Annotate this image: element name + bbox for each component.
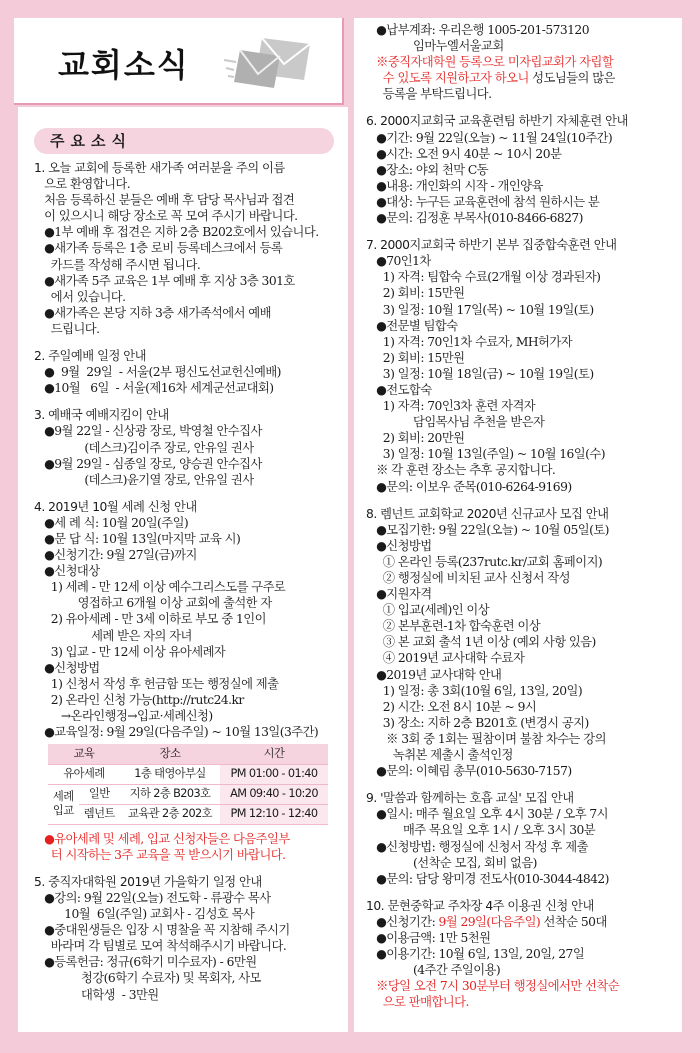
- text-line: ※당일 오전 7시 30분부터 행정실에서만 선착순: [366, 979, 620, 994]
- text-line: ●문의: 담당 왕미경 전도사(010-3044-4842): [366, 871, 609, 886]
- notice-request-last: 등록을 부탁드립니다.: [366, 87, 492, 102]
- text-line: 1) 세례 - 만 12세 이상 예수그리스도를 구주로: [34, 580, 286, 595]
- text-line: ●신청기간: 9월 27일(금)까지: [34, 548, 197, 563]
- text-line: 1) 신청서 작성 후 헌금함 또는 행정실에 제출: [34, 676, 279, 691]
- notice-title: 1. 오늘 교회에 등록한 새가족 여러분을 주의 이름: [34, 161, 285, 175]
- text-line: ●등록헌금: 정규(6학기 미수료자) - 6만원: [34, 955, 257, 970]
- text-line: ●납부계좌: 우리은행 1005-201-573120: [366, 23, 589, 37]
- text-line: 2) 회비: 15만원: [366, 350, 465, 365]
- notice-body: [34, 515, 344, 740]
- table-header-row: [48, 744, 328, 764]
- notice-title: 9. '말씀과 함께하는 호흡 교실' 모집 안내: [366, 791, 574, 806]
- text-line: ●모집기한: 9월 22일(오늘) ~ 10월 05일(토): [366, 522, 609, 537]
- text-line: ● 9월 29일 - 서울(2부 평신도선교헌신예배): [34, 365, 281, 380]
- table-cell: 1층 태영아부실: [120, 764, 220, 784]
- text-line: (4주간 주일이용): [366, 963, 501, 978]
- text-line: ●새가족은 본당 지하 3층 새가족석에서 예배: [34, 305, 271, 320]
- notice-1: [34, 160, 344, 337]
- text-line: ① 온라인 등록(237rutc.kr/교회 홈페이지): [366, 554, 603, 569]
- text-line: ●9월 29일 - 심종일 장로, 양승권 안수집사: [34, 456, 262, 471]
- text-line: 3) 일정: 10월 17일(목) ~ 10월 19일(토): [366, 302, 594, 317]
- text-line: (데스크)윤기열 장로, 안유일 권사: [34, 472, 254, 487]
- table-cell: PM 01:00 - 01:40: [220, 764, 328, 784]
- table-header: 장소: [120, 744, 220, 764]
- table-cell-text: 세례: [52, 790, 74, 804]
- text-line: 대학생 - 3만원: [34, 987, 159, 1002]
- notice-title: 5. 중직자대학원 2019년 가을학기 일정 안내: [34, 874, 262, 889]
- text-line: ●문의: 이혜림 총무(010-5630-7157): [366, 764, 572, 779]
- notice-body: [366, 930, 678, 978]
- section-header: [34, 128, 334, 154]
- text-line: 1) 자격: 70인3차 훈련 자격자: [366, 399, 536, 414]
- table-row: [48, 804, 328, 824]
- text-line: ●10월 6일 - 서울(제16차 세계군선교대회): [34, 381, 274, 396]
- text-line: ●전도합숙: [366, 382, 432, 397]
- notice-body: [34, 890, 344, 1003]
- text-line: 처음 등록하신 분들은 예배 후 담당 목사님과 접견: [34, 193, 295, 208]
- notice-8: [366, 506, 678, 780]
- notice-body: [34, 423, 344, 487]
- text-line: 3) 입교 - 만 12세 이상 유아세례자: [34, 644, 226, 659]
- notice-warning: [366, 978, 678, 1010]
- table-cell: 일반: [79, 784, 121, 804]
- notice-request-red: ※중직자대학원 등록으로 미자립교회가 자립할 수 있도록 지원하고자 하오니: [376, 55, 614, 86]
- notice-body: [366, 806, 678, 886]
- text-line: 2) 시간: 오전 8시 10분 ~ 9시: [366, 699, 537, 714]
- text-line: ●강의: 9월 22일(오늘) 전도학 - 류광수 목사: [34, 890, 271, 905]
- text-line: 영접하고 6개월 이상 교회에 출석한 자: [34, 596, 272, 611]
- text-line: ① 입교(세례)인 이상: [366, 603, 490, 618]
- education-schedule-table: [48, 744, 328, 825]
- text-line: 1) 일정: 총 3회(10월 6일, 13일, 20일): [366, 683, 583, 698]
- notice-3: [34, 407, 344, 487]
- text-line: ●대상: 누구든 교육훈련에 참석 원하시는 분: [366, 194, 600, 209]
- text-line: ●장소: 야외 천막 C동: [366, 162, 489, 177]
- section-title: 주요소식: [50, 132, 132, 150]
- text-line: ●신청방법: [366, 538, 432, 553]
- text-line: 3) 일정: 10월 13일(주일) ~ 10월 16일(수): [366, 447, 605, 462]
- notice-4: [34, 499, 344, 863]
- notice-request: [366, 54, 678, 86]
- page-title: 교회소식: [58, 46, 190, 84]
- notice-body: [366, 522, 678, 780]
- text-line: 2) 유아세례 - 만 3세 이하로 부모 중 1인이: [34, 612, 266, 627]
- text-line: 임마누엘서울교회: [366, 39, 504, 54]
- notice-10: [366, 898, 678, 1011]
- text-line: ●문의: 김정훈 부목사(010-8466-6827): [366, 211, 583, 226]
- text-line: ●내용: 개인화의 시작 - 개인양육: [366, 178, 543, 193]
- notice-title: 10. 문현중학교 주차장 4주 이용권 신청 안내: [366, 898, 594, 913]
- table-header: 교육: [48, 744, 120, 764]
- table-row: [48, 764, 328, 784]
- text-line: ●유아세례 및 세례, 입교 신청자들은 다음주일부: [34, 831, 290, 846]
- text-line: 2) 회비: 20만원: [366, 431, 465, 446]
- text-line: ② 행정실에 비치된 교사 신청서 작성: [366, 571, 570, 585]
- notice-7: [366, 237, 678, 495]
- text-line: ※ 각 훈련 장소는 추후 공지합니다.: [366, 463, 556, 478]
- right-column: [366, 22, 678, 1021]
- left-column: [34, 160, 344, 1014]
- text-line: ●일시: 매주 월요일 오후 4시 30분 / 오후 7시: [366, 807, 609, 822]
- text-line: 1) 자격: 70인1차 수료자, MH허가자: [366, 334, 573, 349]
- text-line: 2) 회비: 15만원: [366, 286, 465, 301]
- notice-title: 4. 2019년 10월 세례 신청 안내: [34, 499, 197, 514]
- text-line: ④ 2019년 교사대학 수료자: [366, 651, 525, 666]
- text-line: ●지원자격: [366, 587, 432, 602]
- text-line: 3) 장소: 지하 2층 B201호 (변경시 공지): [366, 715, 589, 730]
- text-line: ●신청방법: 행정실에 신청서 작성 후 제출: [366, 839, 588, 854]
- table-cell: [48, 784, 79, 824]
- text-line: 10월 6일(주일) 교회사 - 김성호 목사: [34, 907, 255, 922]
- text-line: ●시간: 오전 9시 40분 ~ 10시 20분: [366, 146, 562, 161]
- notice-request-black: 성도님들의 많은: [528, 71, 615, 86]
- table-cell: 교육관 2층 202호: [120, 804, 220, 824]
- text-line: →온라인행정→입교·세례신청): [34, 709, 213, 723]
- notice-body: [34, 364, 344, 396]
- text-line: ② 본부훈련-1차 합숙훈련 이상: [366, 619, 541, 634]
- text-line: 담임목사님 추천을 받은자: [366, 415, 545, 430]
- table-cell: 렘넌트: [79, 804, 121, 824]
- text-line: ●2019년 교사대학 안내: [366, 667, 502, 682]
- apply-date: 9월 29일(다음주일): [438, 914, 541, 929]
- notice-title: 7. 2000지교회국 하반기 본부 집중합숙훈련 안내: [366, 238, 617, 253]
- text-line: ●중대원생들은 입장 시 명찰을 꼭 지참해 주시기: [34, 923, 290, 938]
- table-cell: AM 09:40 - 10:20: [220, 784, 328, 804]
- text-line: 청강(6학기 수료자) 및 목회자, 사모: [34, 971, 261, 986]
- table-cell: 지하 2층 B203호: [120, 784, 220, 804]
- notice-body: [366, 22, 678, 54]
- table-header: 시간: [220, 744, 328, 764]
- text-line: 에서 있습니다.: [34, 289, 126, 304]
- text-line: 1) 자격: 팀합숙 수료(2개월 이상 경과된자): [366, 270, 601, 285]
- text-line: 2) 온라인 신청 가능(http://rutc24.kr: [34, 692, 244, 707]
- text-line: 세례 받은 자의 자녀: [34, 628, 192, 643]
- text-line: ●새가족 5주 교육은 1부 예배 후 지상 3층 301호: [34, 273, 295, 288]
- text-line: ●세 례 식: 10월 20일(주일): [34, 515, 189, 530]
- table-cell-text: 입교: [52, 804, 74, 818]
- notice-body: [34, 176, 344, 337]
- text-line: ●70인1차: [366, 254, 431, 269]
- notice-5-continued: [366, 22, 678, 102]
- notice-9: [366, 790, 678, 887]
- text-line: 이 있으시니 해당 장소로 꼭 모여 주시기 바랍니다.: [34, 209, 298, 224]
- text-line: 으로 판매합니다.: [366, 995, 469, 1010]
- text-line: ●전문별 팀합숙: [366, 318, 458, 333]
- text-line: ●교육일정: 9월 29일(다음주일) ~ 10월 13일(3주간): [34, 725, 319, 740]
- text-line: ●새가족 등록은 1층 로비 등록데스크에서 등록: [34, 241, 283, 256]
- apply-suffix: 선착순 50대: [540, 914, 607, 929]
- notice-title: 3. 예배국 예배지킴이 안내: [34, 408, 169, 423]
- text-line: ●기간: 9월 22일(오늘) ~ 11월 24일(10주간): [366, 130, 613, 145]
- apply-prefix: ●신청기간:: [366, 914, 439, 929]
- text-line: 드립니다.: [34, 321, 100, 336]
- notice-5: [34, 874, 344, 1003]
- text-line: 터 시작하는 3주 교육을 꼭 받으시기 바랍니다.: [34, 847, 286, 862]
- text-line: ●신청방법: [34, 660, 100, 675]
- text-line: 매주 목요일 오후 1시 / 오후 3시 30분: [366, 823, 596, 838]
- text-line: 으로 환영합니다.: [34, 177, 131, 192]
- table-row: [48, 784, 328, 804]
- notice-warning: [34, 831, 344, 863]
- text-line: ●1부 예배 후 접견은 지하 2층 B202호에서 있습니다.: [34, 225, 319, 240]
- table-cell: 유아세례: [48, 764, 120, 784]
- text-line: ③ 본 교회 출석 1년 이상 (예외 사항 있음): [366, 635, 596, 650]
- notice-title: 6. 2000지교회국 교육훈련팀 하반기 자체훈련 안내: [366, 114, 628, 129]
- text-line: ●이용금액: 1만 5천원: [366, 930, 491, 945]
- notice-body: [366, 130, 678, 227]
- text-line: ●이용기간: 10월 6일, 13일, 20일, 27일: [366, 947, 585, 962]
- text-line: 바라며 각 팀별로 모여 착석해주시기 바랍니다.: [34, 939, 287, 954]
- text-line: ●신청대상: [34, 564, 100, 579]
- text-line: 녹취본 제출시 출석인정: [366, 748, 513, 763]
- text-line: ●문의: 이보우 준목(010-6264-9169): [366, 479, 572, 494]
- text-line: (데스크)김이주 장로, 안유일 권사: [34, 440, 254, 455]
- notice-body: [366, 253, 678, 494]
- text-line: ※ 3회 중 1회는 필참이며 불참 차수는 강의: [366, 731, 606, 746]
- envelope-icon: [222, 30, 317, 92]
- text-line: 3) 일정: 10월 18일(금) ~ 10월 19일(토): [366, 366, 594, 381]
- text-line: ●9월 22일 - 신상광 장로, 박영철 안수집사: [34, 424, 262, 439]
- text-line: ●문 답 식: 10월 13일(마지막 교육 시): [34, 531, 241, 546]
- text-line: 카드를 작성해 주시면 됩니다.: [34, 257, 201, 272]
- notice-6: [366, 113, 678, 226]
- notice-apply: [366, 914, 678, 930]
- notice-title: 2. 주일예배 일정 안내: [34, 349, 146, 364]
- notice-title: 8. 렘넌트 교회학교 2020년 신규교사 모집 안내: [366, 506, 609, 521]
- table-cell: PM 12:10 - 12:40: [220, 804, 328, 824]
- notice-2: [34, 348, 344, 396]
- text-line: (선착순 모집, 회비 없음): [366, 855, 537, 870]
